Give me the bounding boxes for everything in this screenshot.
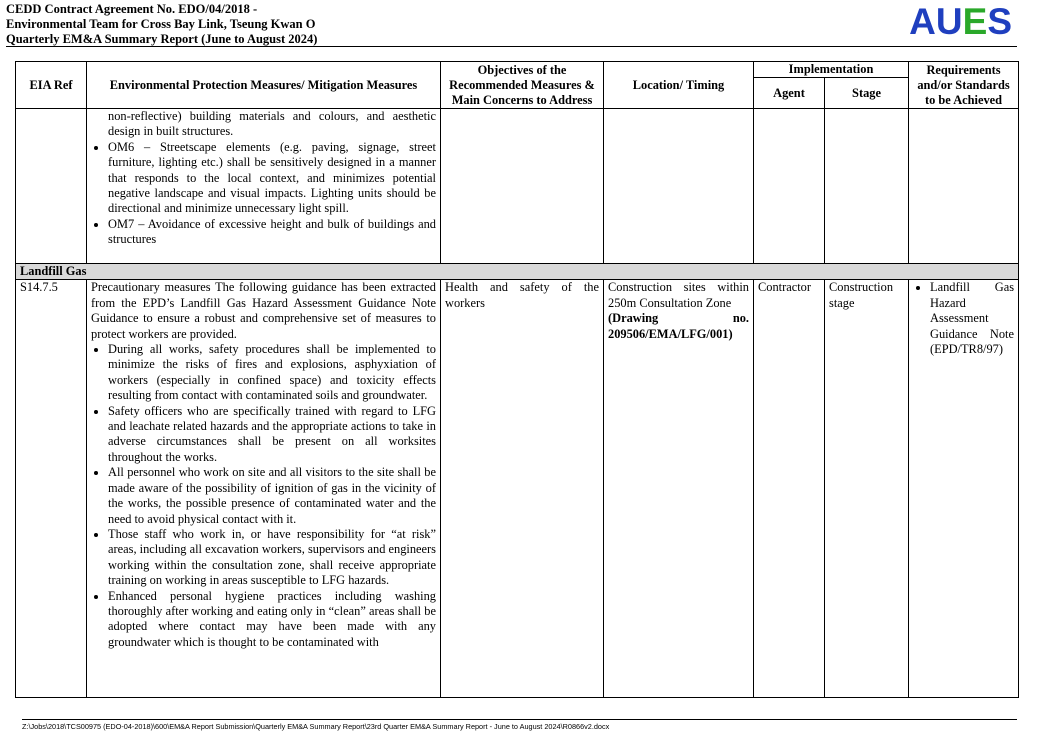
measures-intro: Precautionary measures The following guidance has been extracted from the EPD’s Landfill Gas Hazard Assessment Guidance Note Guidance to ensure a robust and comprehensive set of measures to protect workers are provided. xyxy=(91,280,436,341)
col-header-agent: Agent xyxy=(754,78,825,109)
objectives-cell: Health and safety of the workers xyxy=(441,280,604,698)
list-item: • Landfill Gas Hazard Assessment Guidance Note (EPD/TR8/97) xyxy=(930,280,1014,357)
footer-rule xyxy=(22,719,1017,720)
location-drawing: (Drawing no. 209506/EMA/LFG/001) xyxy=(608,311,749,341)
section-title: Landfill Gas xyxy=(16,264,1019,280)
location-text: Construction sites within 250m Consultation Zone xyxy=(608,280,749,310)
col-header-implementation: Implementation xyxy=(754,62,909,78)
col-header-eia-ref: EIA Ref xyxy=(16,62,87,109)
measures-bullet-list xyxy=(91,140,436,248)
list-item: • During all works, safety procedures shall be implemented to minimize the risks of fires and explosions, asphyxiation of workers (especially in confined space) and toxicity effects resulting from contact with contaminated soils and groundwater. xyxy=(108,342,436,404)
stage-cell: Construction stage xyxy=(825,280,909,698)
document-header xyxy=(6,2,317,47)
requirements-list xyxy=(913,280,1014,357)
list-item: • Enhanced personal hygiene practices including washing thoroughly after working and eating only in “clean” areas shall be adopted where contact may have been made with any groundwater which is thought to be contaminated with xyxy=(108,589,436,651)
section-row xyxy=(16,264,1019,280)
table-row xyxy=(16,109,1019,264)
list-item: • OM6 – Streetscape elements (e.g. paving, signage, street furniture, lighting etc.) shall be sensitively designed in a manner that responds to the local context, and minimizes potential negative landscape and visual impacts. Lighting units should be directional and minimize unnecessary light spill. xyxy=(108,140,436,217)
table-row xyxy=(16,280,1019,698)
logo-letter-s: S xyxy=(987,1,1012,42)
col-header-measures: Environmental Protection Measures/ Mitigation Measures xyxy=(87,62,441,109)
logo-letter-a: A xyxy=(909,1,936,42)
header-line-1: CEDD Contract Agreement No. EDO/04/2018 - xyxy=(6,2,258,16)
col-header-objectives: Objectives of the Recommended Measures & Main Concerns to Address xyxy=(441,62,604,109)
list-item: • OM7 – Avoidance of excessive height and bulk of buildings and structures xyxy=(108,217,436,248)
header-line-3: Quarterly EM&A Summary Report (June to August 2024) xyxy=(6,32,318,46)
measures-cell xyxy=(87,280,441,698)
measures-cell xyxy=(87,109,441,264)
list-item: • All personnel who work on site and all visitors to the site shall be made aware of the possibility of ignition of gas in the vicinity of the works, the possible presence of contaminated water and the need to avoid physical contact with it. xyxy=(108,465,436,527)
logo-letter-u: U xyxy=(935,1,963,42)
mitigation-measures-table xyxy=(15,61,1019,698)
aues-logo xyxy=(909,2,1012,42)
eia-ref-cell: S14.7.5 xyxy=(16,280,87,698)
col-header-stage: Stage xyxy=(825,78,909,109)
location-cell xyxy=(604,280,754,698)
continued-text: non-reflective) building materials and colours, and aesthetic design in built structures. xyxy=(108,109,436,139)
agent-cell: Contractor xyxy=(754,280,825,698)
footer-file-path: Z:\Jobs\2018\TCS00975 (EDO-04-2018)\600\EM&A Report Submission\Quarterly EM&A Summary Report\23rd Quarter EM&A Summary Report - June to August 2024\R0866v2.docx xyxy=(22,722,610,731)
logo-letter-e: E xyxy=(962,1,988,42)
measures-bullet-list xyxy=(91,342,436,650)
col-header-location: Location/ Timing xyxy=(604,62,754,109)
requirements-cell xyxy=(909,280,1019,698)
list-item: • Safety officers who are specifically trained with regard to LFG and leachate related hazards and the appropriate actions to take in adverse circumstances shall be present on all worksites throughout the works. xyxy=(108,404,436,466)
list-item: • Those staff who work in, or have responsibility for “at risk” areas, including all excavation workers, supervisors and engineers working within the consultation zone, shall receive appropriate training on working in areas susceptible to LFG hazards. xyxy=(108,527,436,589)
col-header-requirements: Requirements and/or Standards to be Achieved xyxy=(909,62,1019,109)
header-rule xyxy=(6,46,1017,47)
header-line-2: Environmental Team for Cross Bay Link, Tseung Kwan O xyxy=(6,17,316,31)
